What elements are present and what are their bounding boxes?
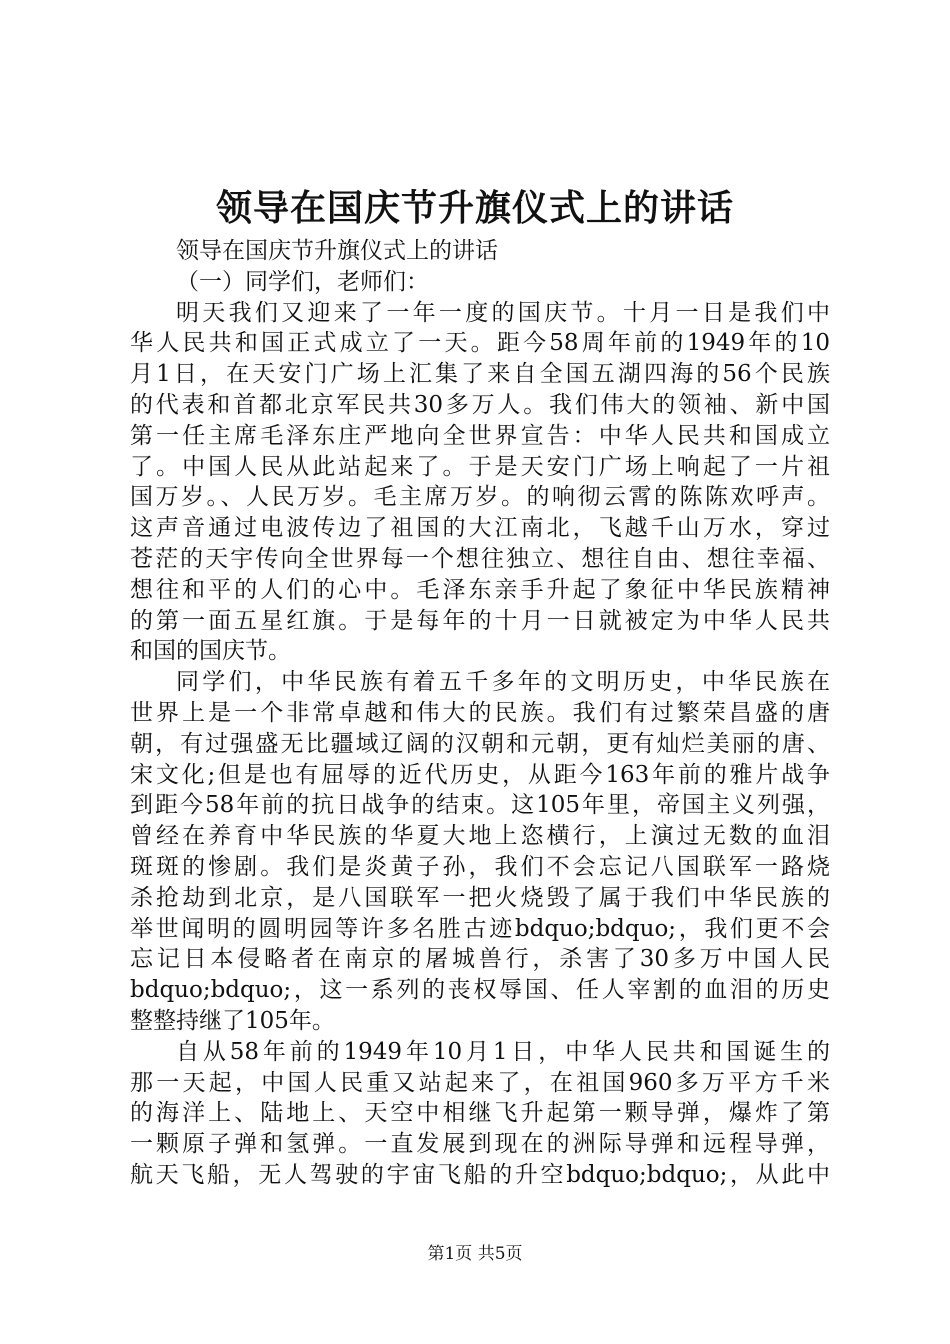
- body-line: 的代表和首都北京军民共30多万人。我们伟大的领袖、新中国: [130, 391, 830, 418]
- document-body: [130, 236, 830, 1191]
- body-line: 斑斑的惨剧。我们是炎黄子孙，我们不会忘记八国联军一路烧: [130, 853, 830, 880]
- body-line: 忘记日本侵略者在南京的屠城兽行，杀害了30多万中国人民: [130, 946, 830, 973]
- body-line: （一）同学们，老师们：: [176, 268, 429, 295]
- body-line: 整整持继了105年。: [130, 1007, 335, 1034]
- document-title: 领导在国庆节升旗仪式上的讲话: [215, 187, 734, 229]
- body-line: 杀抢劫到北京，是八国联军一把火烧毁了属于我们中华民族的: [130, 884, 830, 911]
- body-line: 举世闻明的圆明园等许多名胜古迹bdquo;bdquo;，我们更不会: [130, 915, 830, 942]
- body-line: 自从58年前的1949年10月1日，中华人民共和国诞生的: [176, 1038, 830, 1065]
- body-line: 的第一面五星红旗。于是每年的十月一日就被定为中华人民共: [130, 607, 830, 634]
- body-line: 月1日，在天安门广场上汇集了来自全国五湖四海的56个民族: [130, 361, 830, 388]
- body-line: 同学们，中华民族有着五千多年的文明历史，中华民族在: [176, 669, 830, 696]
- body-line: 苍茫的天宇传向全世界每一个想往独立、想往自由、想往幸福、: [130, 545, 830, 572]
- body-line: 和国的国庆节。: [130, 638, 291, 665]
- body-line: 领导在国庆节升旗仪式上的讲话: [176, 238, 498, 264]
- body-line: 了。中国人民从此站起来了。于是天安门广场上响起了一片祖: [130, 453, 830, 480]
- body-line: 华人民共和国正式成立了一天。距今58周年前的1949年的10: [130, 330, 830, 357]
- body-line: 第一任主席毛泽东庄严地向全世界宣告：中华人民共和国成立: [130, 422, 830, 449]
- page-footer: 第1页 共5页: [427, 1244, 523, 1264]
- body-line: 想往和平的人们的心中。毛泽东亲手升起了象征中华民族精神: [130, 576, 830, 603]
- body-line: 曾经在养育中华民族的华夏大地上恣横行，上演过无数的血泪: [130, 823, 830, 850]
- body-line: 宋文化;但是也有屈辱的近代历史，从距今163年前的雅片战争: [130, 761, 830, 788]
- body-line: 的海洋上、陆地上、天空中相继飞升起第一颗导弹，爆炸了第: [130, 1100, 830, 1127]
- body-line: 朝，有过强盛无比疆域辽阔的汉朝和元朝，更有灿烂美丽的唐、: [130, 730, 830, 757]
- body-line: bdquo;bdquo;，这一系列的丧权辱国、任人宰割的血泪的历史: [130, 977, 830, 1004]
- body-line: 明天我们又迎来了一年一度的国庆节。十月一日是我们中: [176, 299, 830, 326]
- body-line: 一颗原子弹和氢弹。一直发展到现在的洲际导弹和远程导弹，: [130, 1131, 830, 1158]
- body-line: 航天飞船，无人驾驶的宇宙飞船的升空bdquo;bdquo;，从此中: [130, 1161, 830, 1188]
- body-line: 到距今58年前的抗日战争的结束。这105年里，帝国主义列强，: [130, 792, 830, 819]
- body-line: 那一天起，中国人民重又站起来了，在祖国960多万平方千米: [130, 1069, 830, 1096]
- body-line: 这声音通过电波传边了祖国的大江南北，飞越千山万水，穿过: [130, 515, 830, 542]
- body-line: 国万岁。、人民万岁。毛主席万岁。的响彻云霄的陈陈欢呼声。: [130, 484, 830, 511]
- body-line: 世界上是一个非常卓越和伟大的民族。我们有过繁荣昌盛的唐: [130, 699, 830, 726]
